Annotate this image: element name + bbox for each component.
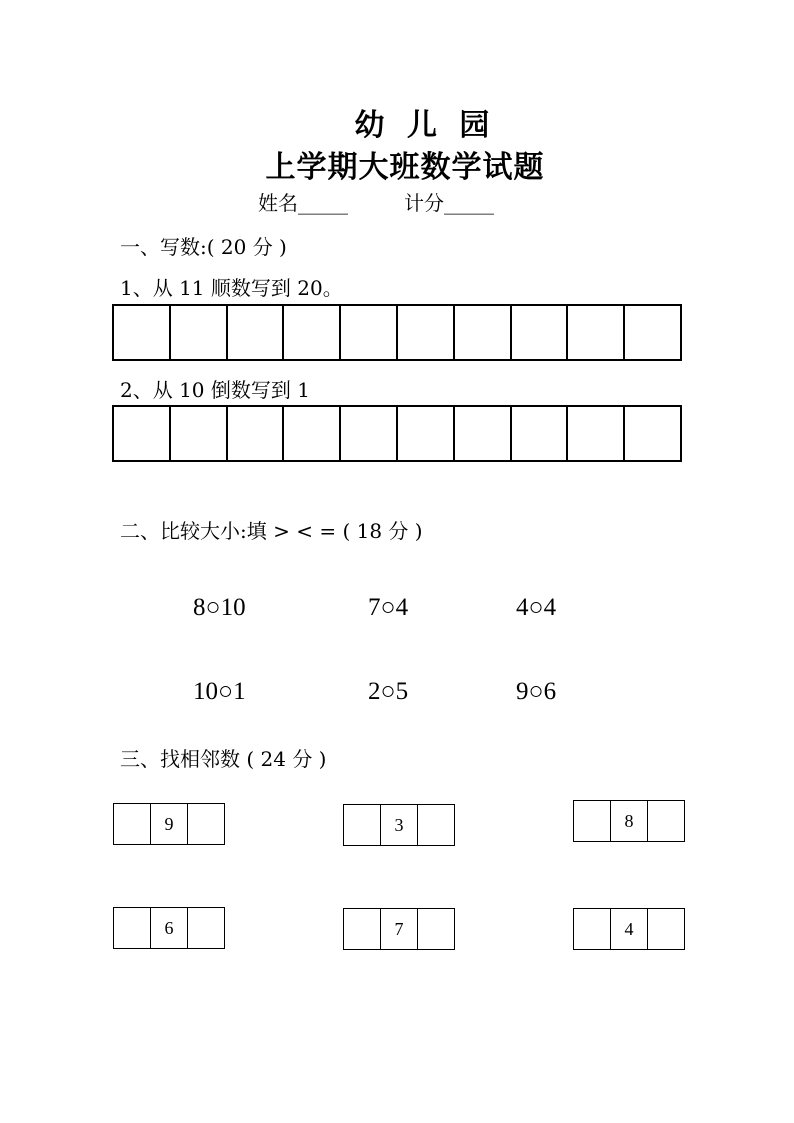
name-field[interactable]: 姓名_____ — [258, 191, 348, 215]
answer-cell[interactable] — [455, 407, 512, 460]
answer-cell[interactable] — [455, 306, 512, 359]
neighbor-right-cell[interactable] — [418, 805, 454, 845]
neighbor-box — [573, 800, 685, 842]
neighbor-right-cell[interactable] — [648, 801, 684, 841]
neighbor-right-cell[interactable] — [188, 908, 224, 948]
section3-heading: 三、找相邻数 ( 24 分 ) — [120, 747, 327, 771]
neighbor-box — [573, 908, 685, 950]
question2-text: 2、从 10 倒数写到 1 — [120, 378, 310, 402]
neighbor-left-cell[interactable] — [114, 804, 151, 844]
answer-cell[interactable] — [625, 306, 680, 359]
neighbor-center-number: 3 — [381, 805, 418, 845]
answer-cell[interactable] — [284, 306, 341, 359]
answer-cell[interactable] — [171, 407, 228, 460]
write-grid-1 — [112, 304, 682, 361]
score-field[interactable]: 计分_____ — [404, 191, 494, 215]
answer-cell[interactable] — [398, 306, 455, 359]
neighbor-center-number: 6 — [151, 908, 188, 948]
neighbor-center-number: 7 — [381, 909, 418, 949]
write-grid-2 — [112, 405, 682, 462]
neighbor-box — [343, 804, 455, 846]
compare-item[interactable]: 2○5 — [368, 678, 409, 705]
neighbor-center-number: 9 — [151, 804, 188, 844]
neighbor-box — [113, 803, 225, 845]
answer-cell[interactable] — [284, 407, 341, 460]
question1-text: 1、从 11 顺数写到 20。 — [120, 276, 343, 300]
neighbor-box — [343, 908, 455, 950]
answer-cell[interactable] — [341, 306, 398, 359]
neighbor-left-cell[interactable] — [114, 908, 151, 948]
compare-item[interactable]: 9○6 — [516, 678, 557, 705]
neighbor-right-cell[interactable] — [418, 909, 454, 949]
answer-cell[interactable] — [512, 407, 569, 460]
answer-cell[interactable] — [625, 407, 680, 460]
answer-cell[interactable] — [568, 306, 625, 359]
compare-item[interactable]: 7○4 — [368, 594, 409, 621]
answer-cell[interactable] — [568, 407, 625, 460]
neighbor-box — [113, 907, 225, 949]
neighbor-center-number: 4 — [611, 909, 648, 949]
answer-cell[interactable] — [398, 407, 455, 460]
neighbor-left-cell[interactable] — [574, 909, 611, 949]
neighbor-right-cell[interactable] — [188, 804, 224, 844]
compare-item[interactable]: 10○1 — [193, 678, 246, 705]
page-title: 幼 儿 园 — [354, 108, 496, 143]
compare-item[interactable]: 4○4 — [516, 594, 557, 621]
section1-heading: 一、写数:( 20 分 ) — [120, 235, 287, 259]
answer-cell[interactable] — [114, 306, 171, 359]
answer-cell[interactable] — [228, 407, 285, 460]
page-subtitle: 上学期大班数学试题 — [265, 150, 545, 185]
neighbor-right-cell[interactable] — [648, 909, 684, 949]
neighbor-left-cell[interactable] — [344, 909, 381, 949]
answer-cell[interactable] — [228, 306, 285, 359]
neighbor-left-cell[interactable] — [344, 805, 381, 845]
neighbor-center-number: 8 — [611, 801, 648, 841]
answer-cell[interactable] — [171, 306, 228, 359]
answer-cell[interactable] — [512, 306, 569, 359]
answer-cell[interactable] — [114, 407, 171, 460]
answer-cell[interactable] — [341, 407, 398, 460]
neighbor-left-cell[interactable] — [574, 801, 611, 841]
compare-item[interactable]: 8○10 — [193, 594, 246, 621]
section2-heading: 二、比较大小:填 > < = ( 18 分 ) — [120, 519, 423, 543]
